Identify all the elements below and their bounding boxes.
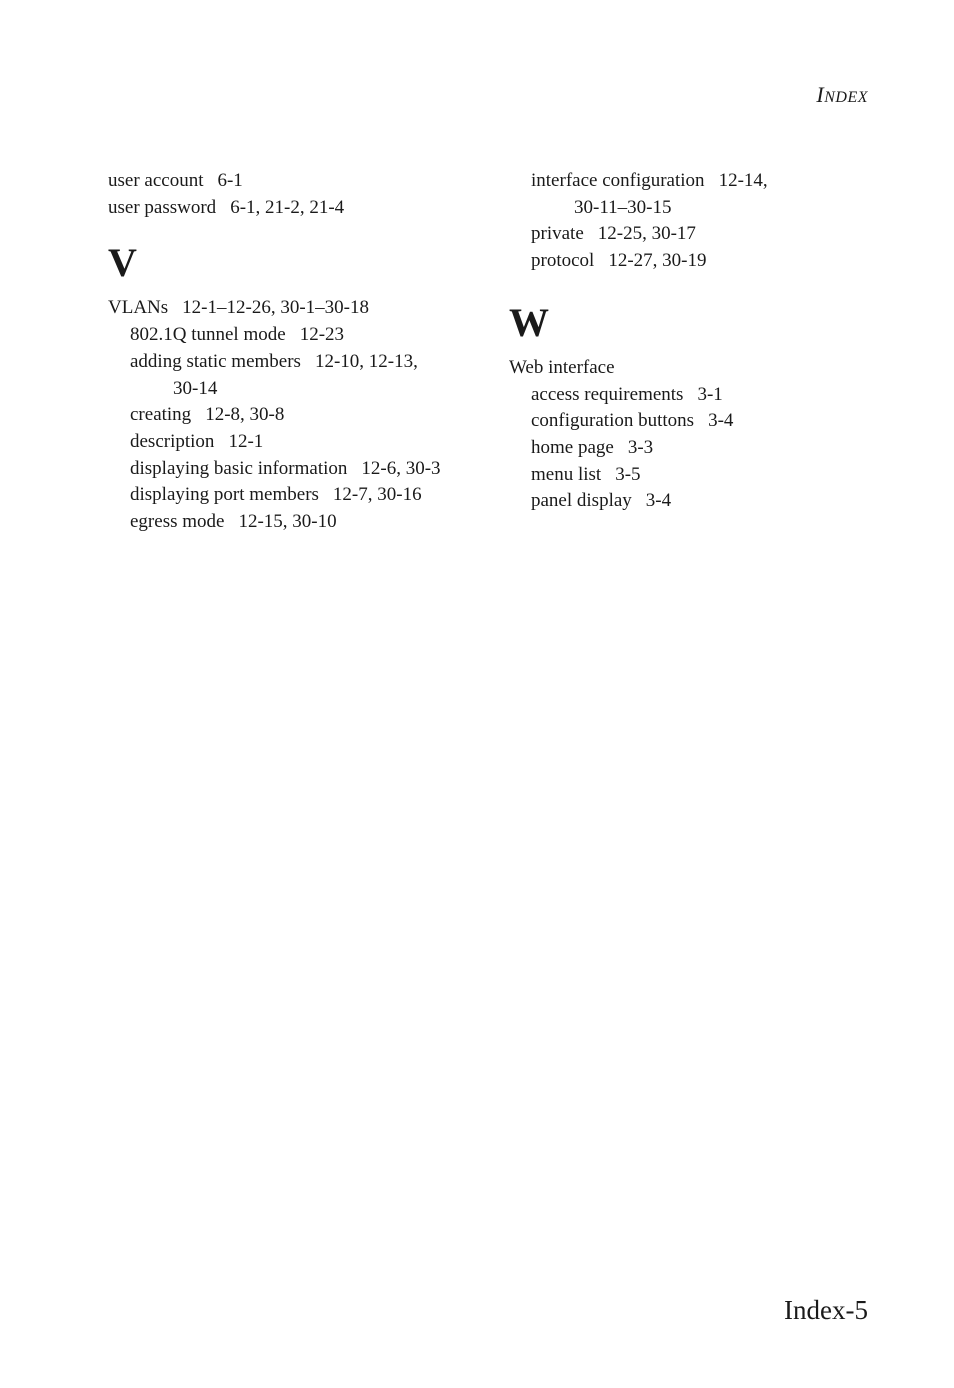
index-term: egress mode xyxy=(130,511,225,533)
index-pages: 3-1 xyxy=(697,383,723,405)
index-term: user password xyxy=(108,196,217,218)
index-pages: 12-1 xyxy=(228,430,264,452)
index-pages: 12-8, 30-8 xyxy=(205,404,285,426)
index-term: displaying basic information xyxy=(130,457,348,479)
index-term: adding static members xyxy=(130,350,301,372)
index-subentry xyxy=(108,349,488,376)
index-pages: 12-6, 30-3 xyxy=(361,457,441,479)
index-pages: 12-27, 30-19 xyxy=(608,250,707,272)
index-term: menu list xyxy=(531,463,602,485)
index-pages: 12-15, 30-10 xyxy=(238,511,337,533)
index-subentry xyxy=(108,402,488,429)
index-term: description xyxy=(130,430,215,452)
index-continuation: 30-11–30-15 xyxy=(574,196,672,218)
index-pages: 12-10, 12-13, xyxy=(314,350,418,372)
index-subentry xyxy=(509,435,869,462)
index-main-entry xyxy=(509,355,869,382)
index-term: private xyxy=(531,223,584,245)
index-subentry xyxy=(509,462,869,489)
section-letter-w: W xyxy=(509,299,549,345)
index-pages: 12-1–12-26, 30-1–30-18 xyxy=(182,297,369,319)
index-term: VLANs xyxy=(108,297,169,319)
index-subentry xyxy=(509,221,869,248)
index-term: creating xyxy=(130,404,192,426)
index-pages: 12-23 xyxy=(299,324,345,346)
index-subentry xyxy=(108,322,488,349)
index-subentry xyxy=(108,456,488,483)
index-term: 802.1Q tunnel mode xyxy=(130,324,286,346)
index-entry xyxy=(108,195,488,222)
index-subentry xyxy=(509,488,869,515)
index-subentry xyxy=(509,168,869,195)
index-term: panel display xyxy=(531,490,632,512)
index-pages: 12-25, 30-17 xyxy=(597,223,696,245)
index-pages: 12-7, 30-16 xyxy=(332,484,422,506)
running-header-rest: NDEX xyxy=(824,89,868,106)
index-subentry xyxy=(509,382,869,409)
index-pages: 3-3 xyxy=(627,436,654,458)
page-number: Index-5 xyxy=(784,1295,868,1325)
index-subentry xyxy=(108,482,488,509)
index-entry xyxy=(108,168,488,195)
running-header xyxy=(816,82,868,108)
index-subentry xyxy=(108,429,488,456)
index-subentry xyxy=(108,509,488,536)
index-pages: 6-1, 21-2, 21-4 xyxy=(230,196,345,218)
index-main-entry xyxy=(108,295,488,322)
index-column-left xyxy=(108,168,488,536)
index-term: interface configuration xyxy=(531,170,705,191)
index-term: user account xyxy=(108,170,204,191)
index-term: displaying port members xyxy=(130,484,319,506)
index-pages: 12-14, xyxy=(718,170,768,191)
index-column-right xyxy=(509,168,869,515)
index-pages: 3-5 xyxy=(615,463,641,485)
index-subentry xyxy=(509,248,869,275)
index-subentry xyxy=(509,408,869,435)
index-term: access requirements xyxy=(531,383,684,405)
index-term: Web interface xyxy=(509,356,615,378)
index-pages: 3-4 xyxy=(708,410,734,432)
index-term: configuration buttons xyxy=(531,410,695,432)
section-letter-v: V xyxy=(108,240,137,286)
index-pages: 6-1 xyxy=(217,170,243,191)
index-term: protocol xyxy=(531,250,595,272)
index-term: home page xyxy=(531,436,614,458)
index-continuation: 30-14 xyxy=(173,377,218,399)
index-pages: 3-4 xyxy=(645,490,672,512)
running-header-initial: I xyxy=(816,82,825,107)
